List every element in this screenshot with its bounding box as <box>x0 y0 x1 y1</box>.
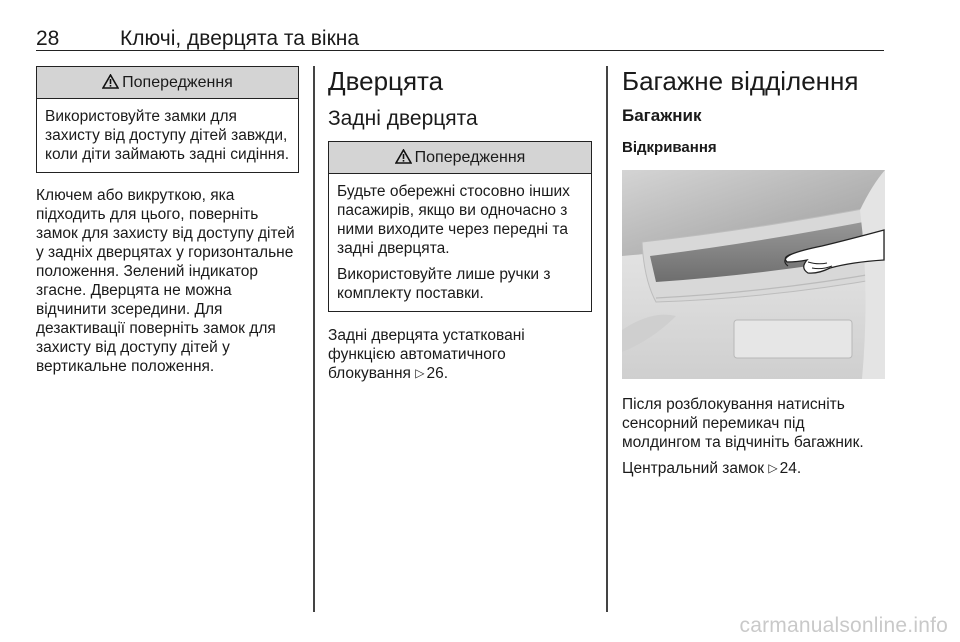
warning-icon <box>102 74 119 89</box>
warning-box <box>36 66 299 173</box>
page-number: 28 <box>36 27 60 50</box>
trunk-opening-illustration <box>622 170 885 379</box>
warning-title: Попередження <box>122 74 233 91</box>
page-reference: 24. <box>779 460 802 477</box>
warning-icon <box>395 149 412 164</box>
subheading-opening: Відкривання <box>622 139 717 156</box>
warning-text-2: Використовуйте лише ручки з комплекту поставки. <box>337 266 551 302</box>
subheading-trunk: Багажник <box>622 106 702 125</box>
page-reference-icon: ▷ <box>415 366 425 380</box>
column-divider-1 <box>313 66 315 612</box>
section-heading-doors: Дверцята <box>328 66 444 96</box>
warning-header <box>37 67 298 99</box>
subheading-rear-doors: Задні дверцята <box>328 107 478 130</box>
column-1 <box>36 66 299 376</box>
central-lock-paragraph <box>622 459 887 478</box>
column-2 <box>328 66 592 383</box>
auto-lock-paragraph <box>328 326 592 383</box>
trunk-open-paragraph: Після розблокування натисніть сенсорний перемикач під молдингом та відчиніть багажник. <box>622 396 864 451</box>
watermark: carmanualsonline.info <box>739 614 948 637</box>
warning-header <box>329 142 591 174</box>
page-reference: 26. <box>426 365 449 382</box>
column-3 <box>622 66 887 478</box>
page-reference-icon: ▷ <box>768 461 778 475</box>
warning-body <box>37 99 298 172</box>
central-lock-text: Центральний замок <box>622 460 765 477</box>
auto-lock-text: Задні дверцята устатковані функцією автоматичного блокування <box>328 327 525 382</box>
warning-title: Попередження <box>414 149 526 166</box>
page-header <box>36 28 884 51</box>
child-lock-paragraph: Ключем або викруткою, яка підходить для цього, поверніть замок для захисту від доступу дітей у задніх дверцятах у горизонтальне положення. Зелений індикатор згасне. Дверцята не можна відчинити зсередини. Для дезактивації поверніть замок для захисту від доступу дітей у вертикальне положення. <box>36 187 295 375</box>
warning-box <box>328 141 592 312</box>
section-heading-trunk: Багажне відділення <box>622 66 859 96</box>
warning-text-1: Будьте обережні стосовно інших пасажирів, якщо ви одночасно з ними виходите через передні та задні дверцята. <box>337 183 570 257</box>
warning-text: Використовуйте замки для захисту від доступу дітей завжди, коли діти займають задні сидіння. <box>45 108 290 163</box>
chapter-title: Ключі, дверцята та вікна <box>120 27 360 50</box>
column-divider-2 <box>606 66 608 612</box>
warning-body <box>329 174 591 311</box>
